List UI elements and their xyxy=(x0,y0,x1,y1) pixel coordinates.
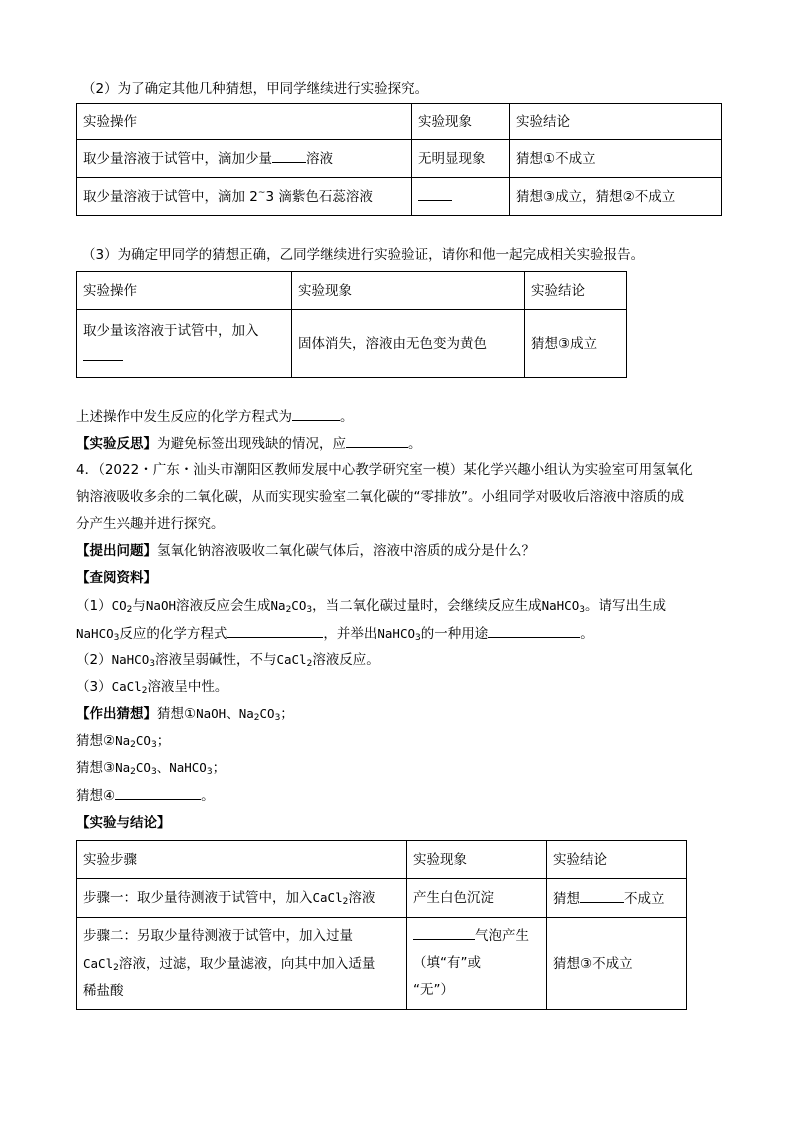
part3-table xyxy=(76,271,627,378)
chem-text: Na xyxy=(270,598,286,613)
q4-line2: 钠溶液吸收多余的二氧化碳，从而实现实验室二氧化碳的“零排放”。小组同学对吸收后溶液中溶质的成 xyxy=(76,489,684,505)
header-cell: 实验结论 xyxy=(525,272,627,310)
subscript: 2 xyxy=(342,897,349,907)
line-text: 为避免标签出现残缺的情况，应 xyxy=(157,436,346,452)
line-text: 猜想③ xyxy=(76,760,116,776)
header-cell: 实验现象 xyxy=(407,841,547,879)
subscript: 3 xyxy=(150,767,157,777)
subscript: 2 xyxy=(306,659,313,669)
subscript: 2 xyxy=(130,767,136,777)
line-text: 。 xyxy=(580,626,594,642)
chem-text: CaCl xyxy=(312,890,343,905)
phenomenon-cell: 无明显现象 xyxy=(412,140,510,178)
section-label: 【实验反思】 xyxy=(76,436,157,452)
cell-text: 步骤一：取少量待测液于试管中，加入 xyxy=(83,890,313,906)
cell-text: 取少量溶液于试管中，滴加少量 xyxy=(83,151,272,167)
part3-intro: （3）为确定甲同学的猜想正确，乙同学继续进行实验验证，请你和他一起完成相关实验报告。 xyxy=(82,247,645,263)
chem-text: CO xyxy=(135,760,151,775)
reflection-line xyxy=(76,433,422,454)
line-text: 。请写出生成 xyxy=(584,598,666,614)
conclusion-cell: 猜想③成立 xyxy=(525,310,627,378)
cell-text: 溶液 xyxy=(348,890,376,906)
cell-text: “无”） xyxy=(413,982,454,998)
answer-blank[interactable] xyxy=(272,148,306,163)
chem-text: NaHCO xyxy=(377,626,416,641)
line-text: 猜想① xyxy=(157,706,197,722)
line-text: ，并举出 xyxy=(323,626,378,642)
chem-text: Na xyxy=(115,733,131,748)
cell-text: 步骤二：另取少量待测液于试管中，加入过量 xyxy=(83,927,353,944)
subscript: 2 xyxy=(285,605,292,615)
answer-blank[interactable] xyxy=(580,888,624,903)
subscript: 2 xyxy=(113,962,119,973)
line-text: （1） xyxy=(76,598,112,614)
subscript: 3 xyxy=(206,767,213,777)
answer-blank[interactable] xyxy=(346,433,408,448)
cell-text: ~ xyxy=(257,187,266,198)
chem-text: NaOH、Na xyxy=(196,706,254,721)
line-text: 溶液反应会生成 xyxy=(176,598,271,614)
answer-blank[interactable] xyxy=(227,623,323,638)
operation-cell xyxy=(77,178,412,216)
line-text: 猜想② xyxy=(76,733,116,749)
phenomenon-cell: 固体消失，溶液由无色变为黄色 xyxy=(292,310,525,378)
line-text: 与 xyxy=(132,598,146,614)
chem-text: CaCl xyxy=(83,955,114,971)
chem-text: CaCl xyxy=(276,652,307,667)
line-text: ； xyxy=(280,706,294,722)
guess-line4 xyxy=(76,785,215,806)
chem-text: CO xyxy=(135,733,151,748)
line-text: ； xyxy=(156,733,171,749)
chem-text: CO xyxy=(291,598,307,613)
chem-text: CO xyxy=(111,598,127,613)
answer-blank[interactable] xyxy=(292,406,340,421)
header-cell: 实验结论 xyxy=(510,104,722,140)
guess-line3 xyxy=(76,758,226,778)
q4-line3: 分产生兴趣并进行探究。 xyxy=(76,516,225,532)
line-text: ； xyxy=(212,760,227,776)
subscript: 2 xyxy=(141,686,148,696)
phenomenon-cell: 产生白色沉淀 xyxy=(407,879,547,918)
chem-text: NaHCO xyxy=(541,598,580,613)
header-cell: 实验结论 xyxy=(547,841,687,879)
header-cell: 实验现象 xyxy=(412,104,510,140)
header-cell: 实验步骤 xyxy=(77,841,407,879)
line-text: 氢氧化钠溶液吸收二氧化碳气体后，溶液中溶质的成分是什么？ xyxy=(157,543,535,559)
subscript: 3 xyxy=(579,605,585,615)
line-text: 。 xyxy=(201,788,215,804)
subscript: 2 xyxy=(126,605,133,615)
cell-text: 气泡产生 xyxy=(475,928,529,944)
exp-table xyxy=(76,840,687,1010)
chem-text: NaHCO xyxy=(111,652,150,667)
line-text: 溶液呈中性。 xyxy=(147,679,229,695)
subscript: 3 xyxy=(274,713,281,723)
operation-cell xyxy=(77,140,412,178)
header-cell: 实验操作 xyxy=(77,104,412,140)
part2-intro: （2）为了确定其他几种猜想，甲同学继续进行实验探究。 xyxy=(82,81,429,97)
phenomenon-cell xyxy=(407,918,547,1010)
cell-text: 不成立 xyxy=(624,890,665,907)
section-label: 【提出问题】 xyxy=(76,543,157,559)
cell-text: 稀盐酸 xyxy=(83,982,124,999)
table-header-row xyxy=(77,272,627,310)
subscript: 3 xyxy=(113,633,120,643)
table-row xyxy=(77,140,722,178)
materials-item3 xyxy=(76,677,228,697)
cell-text: （填“有”或 xyxy=(413,955,481,971)
line-text: （3） xyxy=(76,679,112,695)
line-text: 上述操作中发生反应的化学方程式为 xyxy=(76,409,292,425)
line-text: 。 xyxy=(408,436,422,452)
table-header-row xyxy=(77,104,722,140)
subscript: 3 xyxy=(149,659,155,669)
chem-text: NaOH xyxy=(145,598,176,613)
operation-cell xyxy=(77,310,292,378)
answer-blank[interactable] xyxy=(115,785,201,800)
table-header-row xyxy=(77,841,687,879)
table-row xyxy=(77,310,627,378)
answer-blank[interactable] xyxy=(83,346,123,361)
cell-text: 猜想 xyxy=(553,890,580,907)
answer-blank[interactable] xyxy=(413,925,475,940)
materials-label: 【查阅资料】 xyxy=(76,570,157,586)
part2-table xyxy=(76,103,722,216)
answer-blank[interactable] xyxy=(488,623,580,638)
subscript: 2 xyxy=(253,713,260,723)
cell-text: 溶液，过滤，取少量滤液，向其中加入适量 xyxy=(118,955,376,972)
line-text: 溶液呈弱碱性，不与 xyxy=(154,652,277,668)
phenomenon-cell xyxy=(412,178,510,216)
question-line xyxy=(76,541,535,561)
line-text: ，当二氧化碳过量时，会继续反应生成 xyxy=(312,598,542,614)
conclusion-cell xyxy=(547,879,687,918)
line-text: 反应的化学方程式 xyxy=(119,626,228,642)
step-cell xyxy=(77,879,407,918)
materials-item2 xyxy=(76,650,380,670)
cell-text: 溶液 xyxy=(306,151,333,167)
subscript: 3 xyxy=(306,605,313,615)
exp-label: 【实验与结论】 xyxy=(76,815,171,831)
chem-text: NaHCO xyxy=(76,626,114,641)
conclusion-cell: 猜想①不成立 xyxy=(510,140,722,178)
table-row xyxy=(77,178,722,216)
section-label: 【作出猜想】 xyxy=(76,706,157,722)
subscript: 2 xyxy=(130,740,136,750)
materials-item1-line1 xyxy=(76,596,666,616)
line-text: 的一种用途 xyxy=(420,626,489,642)
conclusion-cell: 猜想③不成立 xyxy=(547,918,687,1010)
subscript: 3 xyxy=(415,633,421,643)
line-text: 猜想④ xyxy=(76,788,116,804)
line-text: 溶液反应。 xyxy=(312,652,380,668)
guess-line2 xyxy=(76,731,170,751)
chem-text: CO xyxy=(259,706,275,721)
cell-text: 取少量该溶液于试管中，加入 xyxy=(83,322,259,339)
guess-line1 xyxy=(76,704,294,724)
header-cell: 实验操作 xyxy=(77,272,292,310)
cell-text: 3 滴紫色石蕊溶液 xyxy=(265,188,373,205)
table-row xyxy=(77,918,687,1010)
step-cell xyxy=(77,918,407,1010)
equation-line xyxy=(76,406,354,427)
subscript: 3 xyxy=(150,740,157,750)
chem-text: Na xyxy=(115,760,131,775)
header-cell: 实验现象 xyxy=(292,272,525,310)
chem-text: 、NaHCO xyxy=(156,760,207,775)
cell-text: 取少量溶液于试管中，滴加 2 xyxy=(83,188,258,205)
conclusion-cell: 猜想③成立，猜想②不成立 xyxy=(510,178,722,216)
answer-blank[interactable] xyxy=(418,186,452,201)
q4-line1: 4．（2022・广东・汕头市潮阳区教师发展中心教学研究室一模）某化学兴趣小组认为实验室可用氢氧化 xyxy=(76,462,693,478)
table-row xyxy=(77,879,687,918)
line-text: 。 xyxy=(340,409,354,425)
materials-item1-line2 xyxy=(76,623,594,644)
line-text: （2） xyxy=(76,652,112,668)
chem-text: CaCl xyxy=(111,679,142,694)
